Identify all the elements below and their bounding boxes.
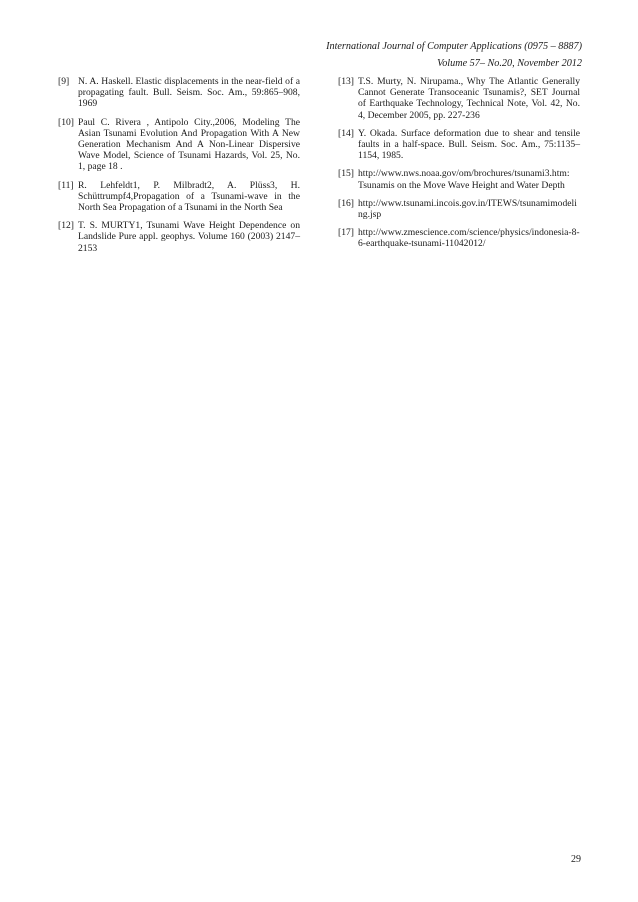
volume-issue: Volume 57– No.20, November 2012 xyxy=(437,58,582,69)
reference-text: http://www.zmescience.com/science/physics/indonesia-8-6-earthquake-tsunami-11042012/ xyxy=(358,227,580,250)
reference-number: [15] xyxy=(338,168,354,180)
references-column-left xyxy=(58,76,300,261)
reference-number: [14] xyxy=(338,127,354,139)
reference-text: T.S. Murty, N. Nirupama., Why The Atlantic Generally Cannot Generate Transoceanic Tsunamis?, SET Journal of Earthquake Technology, Technical Note, Vol. 42, No. 4, December 2005, pp. 227-236 xyxy=(358,76,580,121)
reference-number: [13] xyxy=(338,76,354,87)
journal-title: International Journal of Computer Applications (0975 – 8887) xyxy=(326,41,582,52)
reference-item xyxy=(58,180,300,214)
reference-number: [12] xyxy=(58,220,74,232)
reference-text: Paul C. Rivera , Antipolo City.,2006, Modeling The Asian Tsunami Evolution And Propagation With A New Generation Mechanism And A Non-Linear Dispersive Wave Model, Science of Tsunami Hazards, Vol. 25, No. 1, page 18 . xyxy=(78,116,300,173)
reference-number: [16] xyxy=(338,197,354,209)
reference-number: [17] xyxy=(338,227,354,239)
reference-text: http://www.nws.noaa.gov/om/brochures/tsunami3.htm: Tsunamis on the Move Wave Height and Water Depth xyxy=(358,168,570,191)
reference-item xyxy=(58,76,300,110)
reference-number: [10] xyxy=(58,116,74,128)
running-header xyxy=(326,38,582,72)
reference-text: http://www.tsunami.incois.gov.in/ITEWS/tsunamimodeling.jsp xyxy=(358,197,577,221)
reference-text: Y. Okada. Surface deformation due to shear and tensile faults in a half-space. Bull. Seism. Soc. Am., 75:1135–1154, 1985. xyxy=(358,127,580,162)
reference-item xyxy=(58,220,300,254)
reference-text: R. Lehfeldt1, P. Milbradt2, A. Plüss3, H. Schüttrumpf4,Propagation of a Tsunami-wave in the North Sea Propagation of a Tsunami in the North Sea xyxy=(78,179,300,214)
reference-item xyxy=(338,76,580,121)
reference-text: N. A. Haskell. Elastic displacements in the near-field of a propagating fault. Bull. Seism. Soc. Am., 59:865–908, 1969 xyxy=(78,76,300,110)
references-column-right xyxy=(338,76,580,257)
reference-item xyxy=(338,168,580,190)
reference-number: [11] xyxy=(58,179,74,191)
reference-item xyxy=(58,117,300,173)
reference-item xyxy=(338,198,580,220)
reference-number: [9] xyxy=(58,76,70,87)
page-number: 29 xyxy=(571,854,581,865)
reference-item xyxy=(338,128,580,162)
reference-text: T. S. MURTY1, Tsunami Wave Height Dependence on Landslide Pure appl. geophys. Volume 160 (2003) 2147–2153 xyxy=(78,220,300,254)
reference-item xyxy=(338,227,580,249)
